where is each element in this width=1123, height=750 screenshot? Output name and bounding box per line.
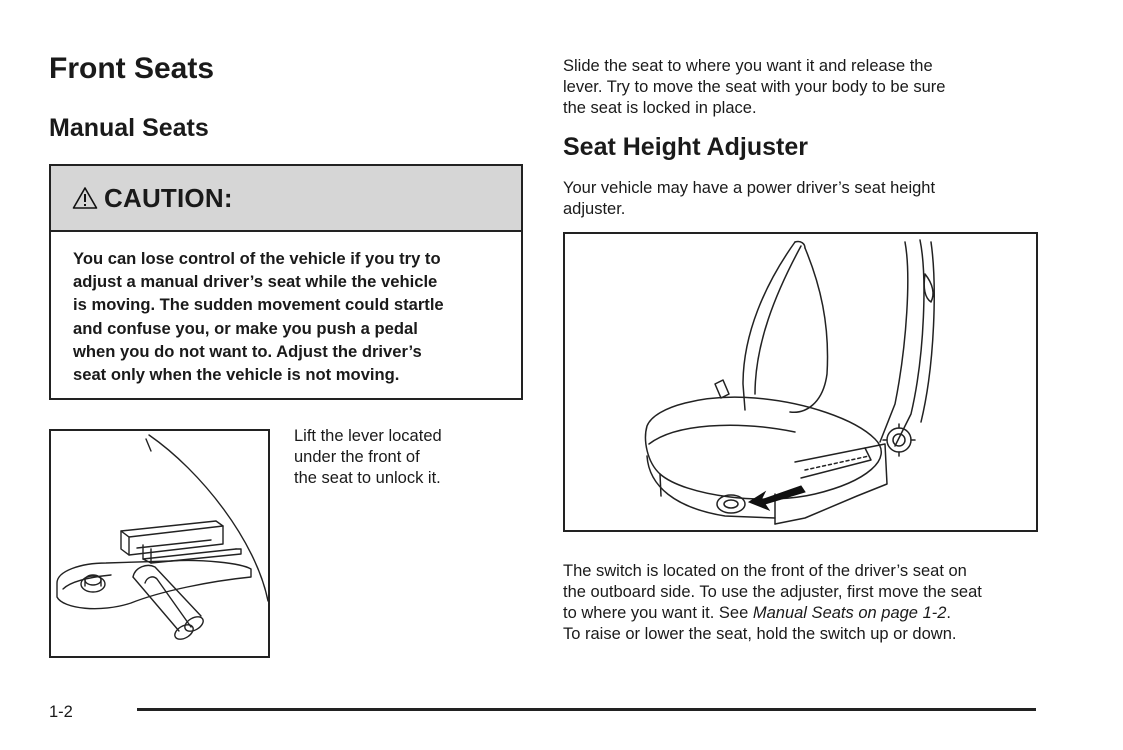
- power-seat-drawing: [565, 234, 1036, 530]
- lever-instruction-line: under the front of: [294, 448, 420, 466]
- paragraph-text: .: [946, 604, 952, 622]
- page-title: Front Seats: [49, 52, 215, 85]
- paragraph-text: to where you want it. See: [563, 604, 753, 622]
- caution-line: when you do not want to. Adjust the driver’s: [73, 341, 422, 361]
- paragraph-line: [563, 603, 1043, 624]
- caution-line: is moving. The sudden movement could startle: [73, 295, 444, 315]
- paragraph-line: lever. Try to move the seat with your body to be sure: [563, 78, 946, 96]
- paragraph-line: Slide the seat to where you want it and release the: [563, 57, 933, 75]
- paragraph-line: The switch is located on the front of the driver’s seat on: [563, 562, 967, 580]
- caution-line: seat only when the vehicle is not moving.: [73, 365, 400, 385]
- seat-lever-illustration: [49, 429, 270, 658]
- lever-instruction-line: the seat to unlock it.: [294, 469, 441, 487]
- caution-text: [51, 232, 521, 386]
- paragraph-line: the outboard side. To use the adjuster, first move the seat: [563, 583, 982, 601]
- paragraph-line: Your vehicle may have a power driver’s seat height: [563, 179, 936, 197]
- warning-triangle-icon: [72, 186, 98, 210]
- footer-divider: [137, 708, 1036, 711]
- seat-height-illustration: [563, 232, 1038, 532]
- height-adjuster-paragraph: [563, 178, 1033, 220]
- paragraph-line: the seat is locked in place.: [563, 99, 757, 117]
- caution-line: You can lose control of the vehicle if you try to: [73, 249, 441, 268]
- slide-seat-paragraph: [563, 56, 1033, 119]
- caution-line: adjust a manual driver’s seat while the vehicle: [73, 272, 438, 292]
- section-heading-manual-seats: Manual Seats: [49, 114, 209, 142]
- caution-box: [49, 164, 523, 400]
- caution-header: [51, 166, 521, 232]
- cross-reference-link[interactable]: Manual Seats on page 1-2: [752, 604, 947, 622]
- seat-lever-drawing: [51, 431, 268, 656]
- lever-instruction: [294, 426, 494, 489]
- switch-location-paragraph: [563, 561, 1043, 645]
- paragraph-line: To raise or lower the seat, hold the switch up or down.: [563, 625, 957, 643]
- caution-title: CAUTION:: [104, 182, 233, 213]
- section-heading-seat-height-adjuster: Seat Height Adjuster: [563, 133, 808, 161]
- caution-line: and confuse you, or make you push a pedal: [73, 318, 418, 338]
- paragraph-line: adjuster.: [563, 200, 626, 218]
- page-number: 1-2: [49, 703, 73, 721]
- lever-instruction-line: Lift the lever located: [294, 427, 442, 445]
